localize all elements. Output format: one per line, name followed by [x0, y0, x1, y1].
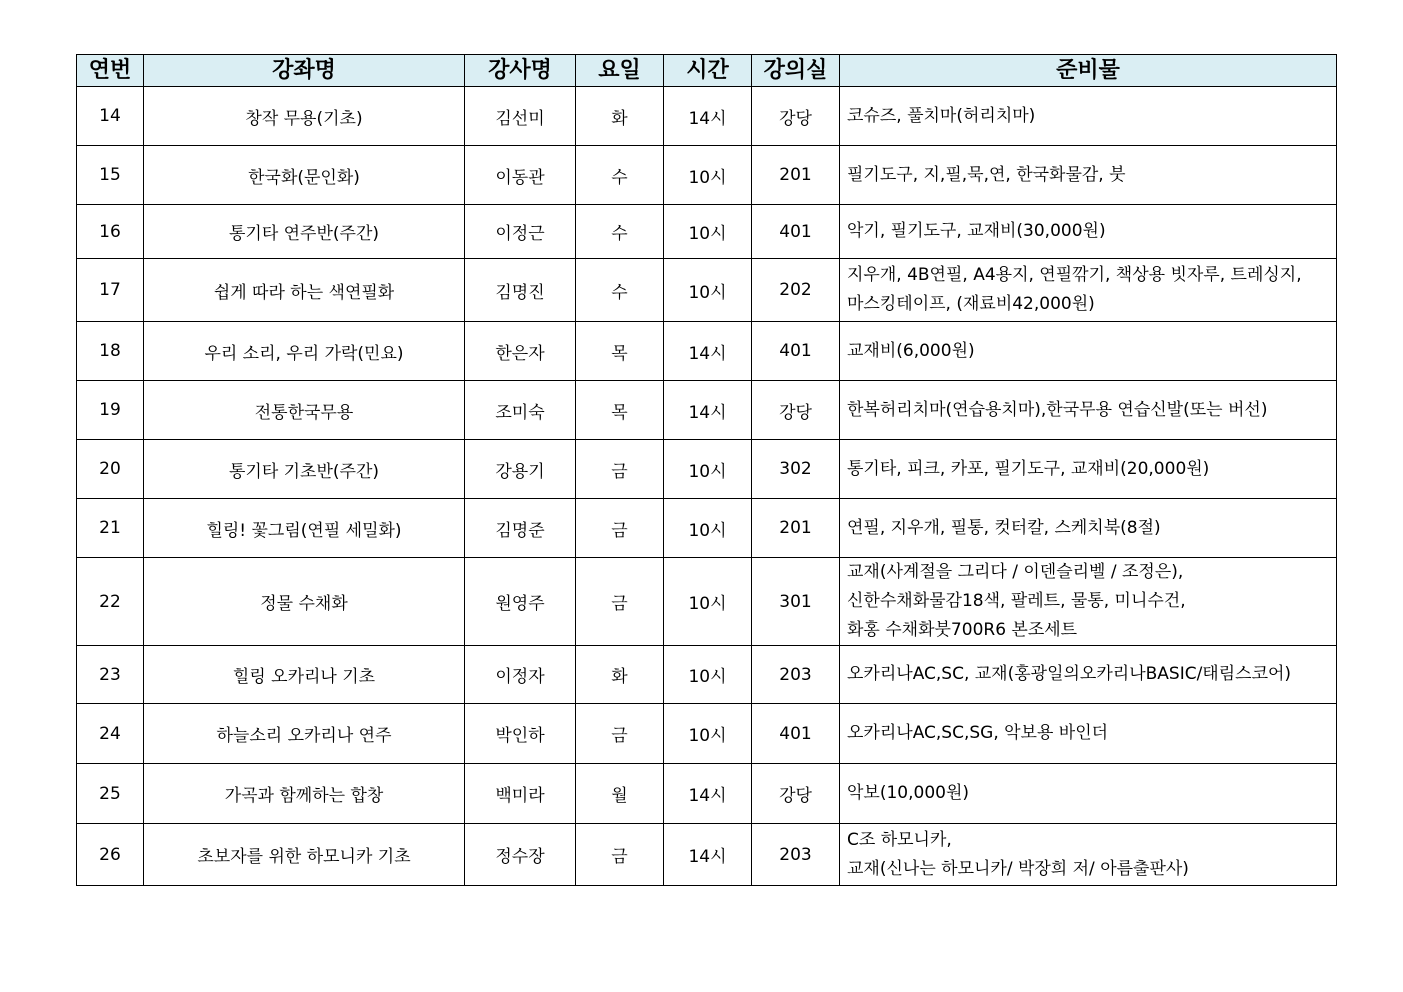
cell-instructor: 이정자	[465, 646, 576, 704]
cell-time: 10시	[664, 259, 752, 322]
cell-course: 쉽게 따라 하는 색연필화	[144, 259, 465, 322]
header-course: 강좌명	[144, 55, 465, 87]
cell-day: 화	[576, 646, 664, 704]
cell-day: 금	[576, 558, 664, 646]
cell-room: 401	[752, 322, 840, 381]
cell-day: 금	[576, 440, 664, 499]
cell-no: 20	[77, 440, 144, 499]
cell-instructor: 정수장	[465, 824, 576, 886]
cell-day: 수	[576, 259, 664, 322]
cell-time: 10시	[664, 704, 752, 764]
cell-course: 우리 소리, 우리 가락(민요)	[144, 322, 465, 381]
cell-materials	[840, 440, 1337, 499]
cell-room: 강당	[752, 764, 840, 824]
cell-materials	[840, 499, 1337, 558]
materials-line: 악보(10,000원)	[847, 783, 970, 803]
cell-course: 가곡과 함께하는 합창	[144, 764, 465, 824]
materials-line: 오카리나AC,SC, 교재(홍광일의오카리나BASIC/태림스코어)	[847, 664, 1292, 684]
cell-no: 14	[77, 87, 144, 146]
header-row	[77, 55, 1337, 87]
cell-day: 수	[576, 205, 664, 259]
cell-time: 14시	[664, 381, 752, 440]
table-header	[77, 55, 1337, 87]
materials-line: 교재비(6,000원)	[847, 340, 975, 361]
cell-day: 월	[576, 764, 664, 824]
cell-no: 19	[77, 381, 144, 440]
header-time: 시간	[664, 55, 752, 87]
cell-course: 힐링 오카리나 기초	[144, 646, 465, 704]
table-row	[77, 381, 1337, 440]
cell-no: 15	[77, 146, 144, 205]
materials-line: 신한수채화물감18색, 팔레트, 물통, 미니수건,	[847, 591, 1186, 611]
cell-course: 힐링! 꽃그림(연필 세밀화)	[144, 499, 465, 558]
cell-materials	[840, 87, 1337, 146]
materials-line: 화홍 수채화붓700R6 본조세트	[847, 620, 1078, 640]
materials-line: 한복허리치마(연습용치마),한국무용 연습신발(또는 버선)	[847, 399, 1268, 420]
cell-time: 10시	[664, 146, 752, 205]
materials-line: 오카리나AC,SC,SG, 악보용 바인더	[847, 723, 1109, 743]
cell-course: 하늘소리 오카리나 연주	[144, 704, 465, 764]
cell-room: 202	[752, 259, 840, 322]
cell-materials	[840, 824, 1337, 886]
cell-course: 통기타 기초반(주간)	[144, 440, 465, 499]
cell-room: 203	[752, 824, 840, 886]
cell-materials	[840, 146, 1337, 205]
table-row	[77, 824, 1337, 886]
table-body	[77, 87, 1337, 886]
cell-materials	[840, 558, 1337, 646]
table-row	[77, 205, 1337, 259]
cell-materials	[840, 322, 1337, 381]
cell-time: 10시	[664, 646, 752, 704]
table-row	[77, 558, 1337, 646]
cell-room: 301	[752, 558, 840, 646]
materials-line: C조 하모니카,	[847, 829, 952, 850]
cell-day: 화	[576, 87, 664, 146]
cell-room: 401	[752, 205, 840, 259]
cell-no: 22	[77, 558, 144, 646]
cell-instructor: 한은자	[465, 322, 576, 381]
materials-line: 악기, 필기도구, 교재비(30,000원)	[847, 221, 1106, 241]
cell-room: 201	[752, 146, 840, 205]
cell-course: 한국화(문인화)	[144, 146, 465, 205]
cell-time: 10시	[664, 205, 752, 259]
cell-room: 강당	[752, 87, 840, 146]
table-row	[77, 259, 1337, 322]
cell-day: 금	[576, 499, 664, 558]
cell-time: 14시	[664, 764, 752, 824]
cell-room: 302	[752, 440, 840, 499]
cell-no: 16	[77, 205, 144, 259]
cell-instructor: 백미라	[465, 764, 576, 824]
cell-time: 14시	[664, 87, 752, 146]
cell-day: 금	[576, 704, 664, 764]
materials-line: 통기타, 피크, 카포, 필기도구, 교재비(20,000원)	[847, 458, 1210, 479]
header-room: 강의실	[752, 55, 840, 87]
cell-course: 초보자를 위한 하모니카 기초	[144, 824, 465, 886]
cell-day: 목	[576, 381, 664, 440]
cell-course: 전통한국무용	[144, 381, 465, 440]
cell-no: 18	[77, 322, 144, 381]
materials-line: 지우개, 4B연필, A4용지, 연필깎기, 책상용 빗자루, 트레싱지,	[847, 265, 1302, 285]
cell-no: 25	[77, 764, 144, 824]
cell-no: 24	[77, 704, 144, 764]
table-row	[77, 322, 1337, 381]
cell-no: 26	[77, 824, 144, 886]
header-no: 연번	[77, 55, 144, 87]
cell-no: 21	[77, 499, 144, 558]
cell-no: 17	[77, 259, 144, 322]
cell-course: 창작 무용(기초)	[144, 87, 465, 146]
header-instructor: 강사명	[465, 55, 576, 87]
header-materials: 준비물	[840, 55, 1337, 87]
materials-line: 연필, 지우개, 필통, 컷터칼, 스케치북(8절)	[847, 517, 1161, 538]
cell-time: 10시	[664, 499, 752, 558]
cell-materials	[840, 704, 1337, 764]
cell-materials	[840, 205, 1337, 259]
header-day: 요일	[576, 55, 664, 87]
table-row	[77, 646, 1337, 704]
cell-day: 수	[576, 146, 664, 205]
cell-instructor: 이동관	[465, 146, 576, 205]
cell-instructor: 박인하	[465, 704, 576, 764]
cell-day: 금	[576, 824, 664, 886]
cell-room: 강당	[752, 381, 840, 440]
cell-time: 10시	[664, 558, 752, 646]
cell-materials	[840, 646, 1337, 704]
cell-course: 정물 수채화	[144, 558, 465, 646]
cell-time: 14시	[664, 322, 752, 381]
cell-instructor: 이정근	[465, 205, 576, 259]
cell-materials	[840, 381, 1337, 440]
cell-instructor: 원영주	[465, 558, 576, 646]
table-row	[77, 440, 1337, 499]
cell-room: 201	[752, 499, 840, 558]
cell-instructor: 김명진	[465, 259, 576, 322]
materials-line: 코슈즈, 풀치마(허리치마)	[847, 105, 1036, 126]
cell-time: 10시	[664, 440, 752, 499]
cell-time: 14시	[664, 824, 752, 886]
table-row	[77, 704, 1337, 764]
cell-materials	[840, 764, 1337, 824]
table-row	[77, 87, 1337, 146]
cell-course: 통기타 연주반(주간)	[144, 205, 465, 259]
cell-room: 203	[752, 646, 840, 704]
materials-line: 필기도구, 지,필,묵,연, 한국화물감, 붓	[847, 164, 1126, 185]
cell-instructor: 강용기	[465, 440, 576, 499]
cell-instructor: 조미숙	[465, 381, 576, 440]
cell-no: 23	[77, 646, 144, 704]
course-table	[76, 54, 1337, 886]
materials-line: 마스킹테이프, (재료비42,000원)	[847, 294, 1095, 314]
table-row	[77, 146, 1337, 205]
cell-day: 목	[576, 322, 664, 381]
materials-line: 교재(신나는 하모니카/ 박장희 저/ 아름출판사)	[847, 858, 1189, 879]
table-row	[77, 764, 1337, 824]
cell-materials	[840, 259, 1337, 322]
materials-line: 교재(사계절을 그리다 / 이덴슬리벨 / 조정은),	[847, 562, 1184, 582]
cell-room: 401	[752, 704, 840, 764]
cell-instructor: 김명준	[465, 499, 576, 558]
cell-instructor: 김선미	[465, 87, 576, 146]
table-row	[77, 499, 1337, 558]
